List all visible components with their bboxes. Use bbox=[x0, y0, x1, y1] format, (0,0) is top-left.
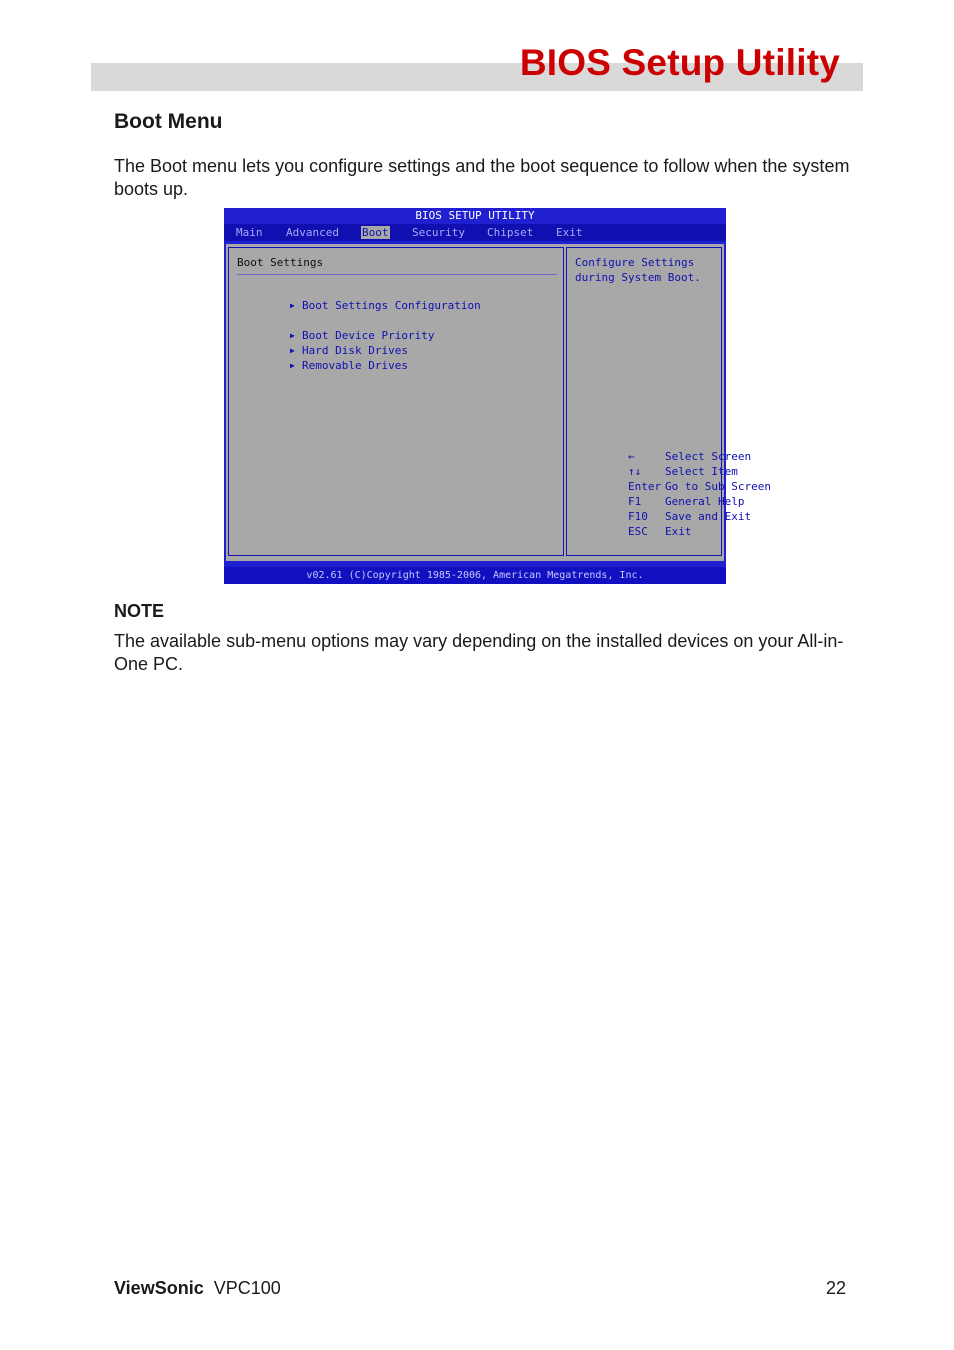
intro-paragraph: The Boot menu lets you configure settings and the boot sequence to follow when the system boots up. bbox=[114, 156, 850, 199]
bios-tab-exit[interactable]: Exit bbox=[556, 226, 583, 239]
left-arrow-icon: ← bbox=[627, 450, 635, 463]
bios-tab-boot[interactable]: Boot bbox=[362, 226, 389, 239]
key-action: Exit bbox=[664, 525, 692, 538]
help-text-line: during System Boot. bbox=[575, 271, 701, 284]
footer-brand bbox=[114, 1277, 281, 1299]
bios-item-removable-drives[interactable] bbox=[237, 345, 408, 387]
key-action: Select Screen bbox=[664, 450, 752, 463]
bios-screenshot bbox=[224, 208, 771, 584]
bios-title: BIOS SETUP UTILITY bbox=[415, 209, 535, 222]
triangle-right-icon: ▶ bbox=[289, 361, 295, 370]
key-label: F10 bbox=[627, 510, 648, 523]
note-text: The available sub-menu options may vary depending on the installed devices on your All-in-One PC. bbox=[114, 631, 844, 674]
key-label: Enter bbox=[627, 480, 662, 493]
bios-tab-security[interactable]: Security bbox=[412, 226, 465, 239]
key-legend-row bbox=[575, 509, 691, 554]
boot-settings-heading: Boot Settings bbox=[237, 256, 324, 269]
page-number: 22 bbox=[825, 1278, 846, 1298]
bios-item-label: Removable Drives bbox=[301, 359, 408, 372]
bios-copyright: v02.61 (C)Copyright 1985-2006, American Megatrends, Inc. bbox=[224, 567, 726, 584]
key-action: Select Item bbox=[664, 465, 738, 478]
triangle-right-icon: ▶ bbox=[289, 331, 295, 340]
key-action: Go to Sub Screen bbox=[664, 480, 771, 493]
section-heading: Boot Menu bbox=[114, 110, 223, 133]
page-title: BIOS Setup Utility bbox=[519, 42, 840, 83]
bios-item-label: Boot Device Priority bbox=[301, 329, 435, 342]
bios-tab-advanced[interactable]: Advanced bbox=[286, 226, 339, 239]
divider bbox=[237, 274, 557, 275]
bios-item-label: Hard Disk Drives bbox=[301, 344, 408, 357]
key-action: Save and Exit bbox=[664, 510, 752, 523]
note-heading: NOTE bbox=[114, 601, 165, 621]
bios-body bbox=[226, 244, 771, 561]
bios-help-pane bbox=[566, 247, 771, 556]
key-action: General Help bbox=[664, 495, 745, 508]
key-label: ESC bbox=[627, 525, 648, 538]
bios-settings-pane bbox=[228, 247, 564, 556]
key-label: F1 bbox=[627, 495, 642, 508]
model-name: VPC100 bbox=[213, 1278, 281, 1298]
up-down-arrow-icon: ↑↓ bbox=[627, 465, 642, 478]
triangle-right-icon: ▶ bbox=[289, 346, 295, 355]
triangle-right-icon: ▶ bbox=[289, 301, 295, 310]
brand-name: ViewSonic bbox=[114, 1278, 204, 1298]
help-text-line: Configure Settings bbox=[575, 256, 695, 269]
bios-tab-chipset[interactable]: Chipset bbox=[487, 226, 534, 239]
bios-menubar bbox=[224, 224, 726, 241]
bios-item-label: Boot Settings Configuration bbox=[301, 299, 481, 312]
bios-tab-main[interactable]: Main bbox=[236, 226, 263, 239]
